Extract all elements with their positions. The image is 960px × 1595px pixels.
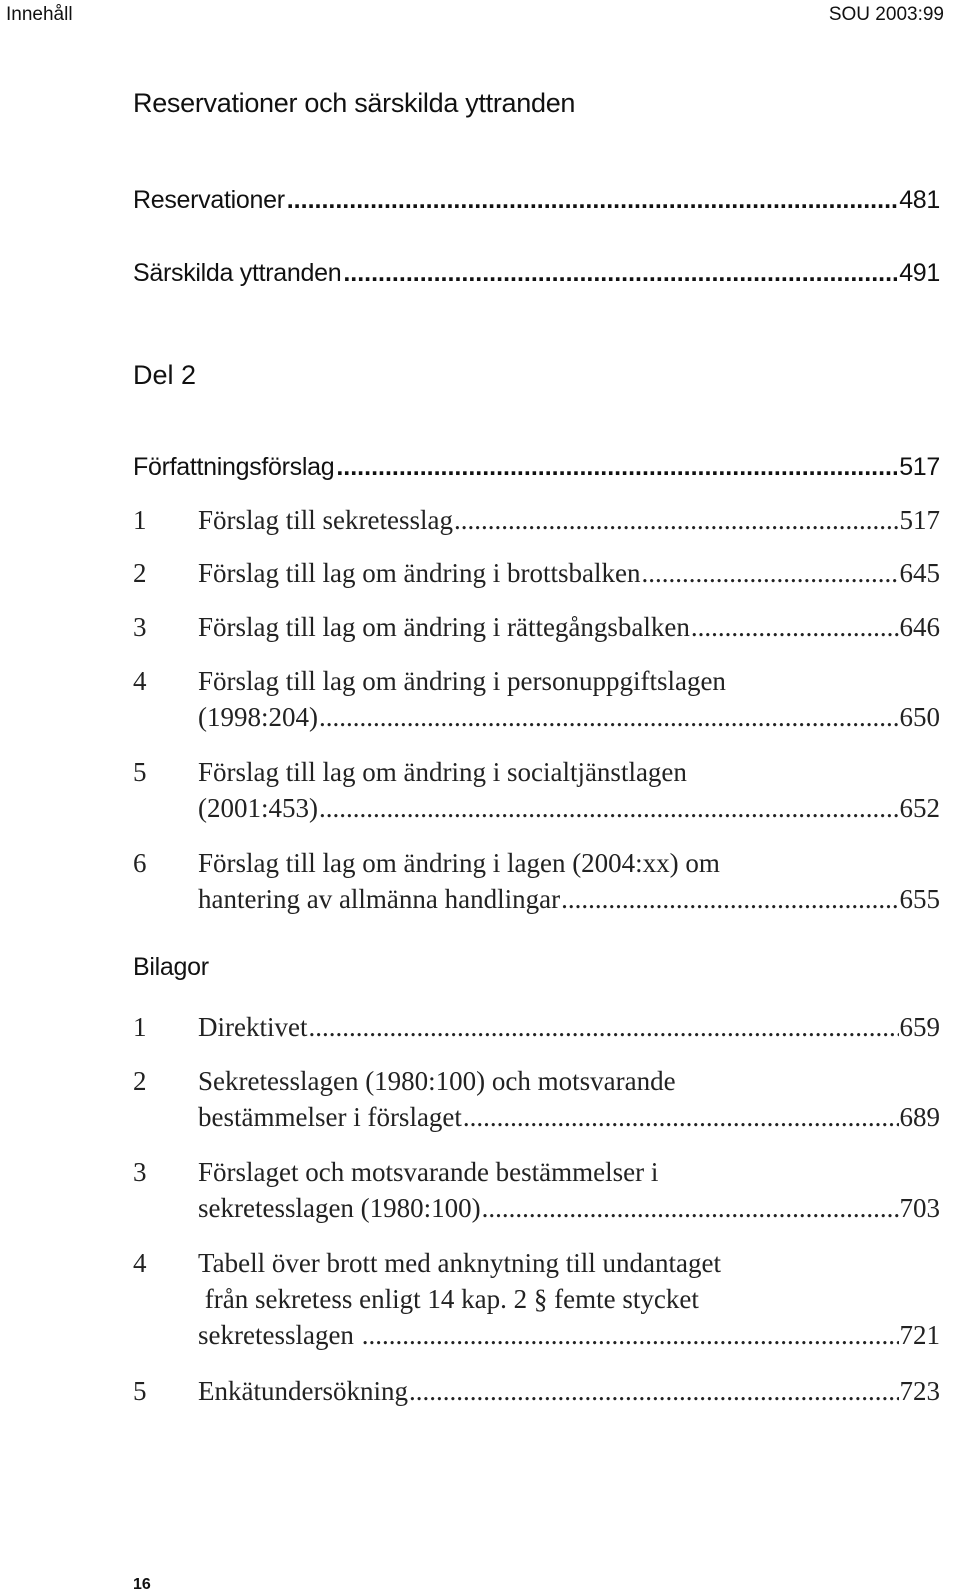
entry-page: 721 [899,1320,940,1350]
toc-entry-reservationer[interactable] [133,186,940,215]
entry-page: 655 [899,884,940,914]
toc-entry-label: Särskilda yttranden [133,259,342,287]
entry-line: Förslag till lag om ändring i socialtjänstlagen [198,757,687,787]
entry-number: 5 [133,1376,147,1406]
header-document-id: SOU 2003:99 [828,4,944,25]
section-title: Reservationer och särskilda yttranden [133,88,576,118]
entry-line: Förslag till lag om ändring i lagen (2004:xx) om [198,848,720,878]
bilagor-heading: Bilagor [133,953,209,981]
entry-label: Förslag till lag om ändring i rättegångsbalken [198,612,690,642]
entry-label: (1998:204) [198,702,318,732]
entry-label: sekretesslagen [198,1320,361,1350]
dot-leader [561,884,898,915]
entry-number: 2 [133,558,147,588]
entry-page: 689 [899,1102,940,1132]
dot-leader [691,612,899,643]
entry-number: 3 [133,612,147,642]
entry-label: Direktivet [198,1012,308,1042]
dot-leader [343,259,897,288]
dot-leader [482,1193,899,1224]
entry-number: 6 [133,848,147,878]
toc-entry-sarskilda-yttranden[interactable] [133,259,940,288]
entry-number: 2 [133,1066,147,1096]
dot-leader [287,186,897,215]
entry-line: från sekretess enligt 14 kap. 2 § femte stycket [198,1284,699,1314]
toc-entry-label: Reservationer [133,186,285,214]
toc-entry-label: Författningsförslag [133,453,335,481]
page-header [0,0,960,34]
entry-page: 659 [899,1012,940,1042]
entry-page: 723 [899,1376,940,1406]
entry-number: 1 [133,1012,147,1042]
entry-page: 646 [899,612,940,642]
entry-label: bestämmelser i förslaget [198,1102,462,1132]
header-section-label: Innehåll [6,4,73,25]
page-number: 16 [133,1576,151,1593]
entry-page: 517 [899,505,940,535]
dot-leader [409,1376,899,1407]
toc-entry-page: 481 [899,186,940,214]
entry-number: 4 [133,1248,147,1278]
dot-leader [308,1012,898,1043]
dot-leader [454,505,899,536]
entry-line: Sekretesslagen (1980:100) och motsvarande [198,1066,676,1096]
entry-line: Förslaget och motsvarande bestämmelser i [198,1157,659,1187]
entry-number: 4 [133,666,147,696]
entry-line: Förslag till lag om ändring i personuppgiftslagen [198,666,726,696]
entry-label: sekretesslagen (1980:100) [198,1193,481,1223]
part-title: Del 2 [133,360,197,390]
toc-entry-forfattningsforslag[interactable] [133,453,940,482]
toc-entry-page: 517 [899,453,940,481]
dot-leader [463,1102,899,1133]
entry-label: (2001:453) [198,793,318,823]
entry-label: Förslag till sekretesslag [198,505,453,535]
entry-label: Enkätundersökning [198,1376,408,1406]
dot-leader [362,1320,899,1351]
entry-number: 5 [133,757,147,787]
toc-entry-page: 491 [899,259,940,287]
entry-page: 650 [899,702,940,732]
entry-page: 652 [899,793,940,823]
entry-line: Tabell över brott med anknytning till undantaget [198,1248,721,1278]
entry-number: 1 [133,505,147,535]
entry-label: hantering av allmänna handlingar [198,884,561,914]
entry-page: 703 [899,1193,940,1223]
entry-page: 645 [899,558,940,588]
dot-leader [319,702,899,733]
entry-label: Förslag till lag om ändring i brottsbalken [198,558,641,588]
dot-leader [641,558,898,589]
dot-leader [336,453,897,482]
dot-leader [319,793,899,824]
entry-number: 3 [133,1157,147,1187]
